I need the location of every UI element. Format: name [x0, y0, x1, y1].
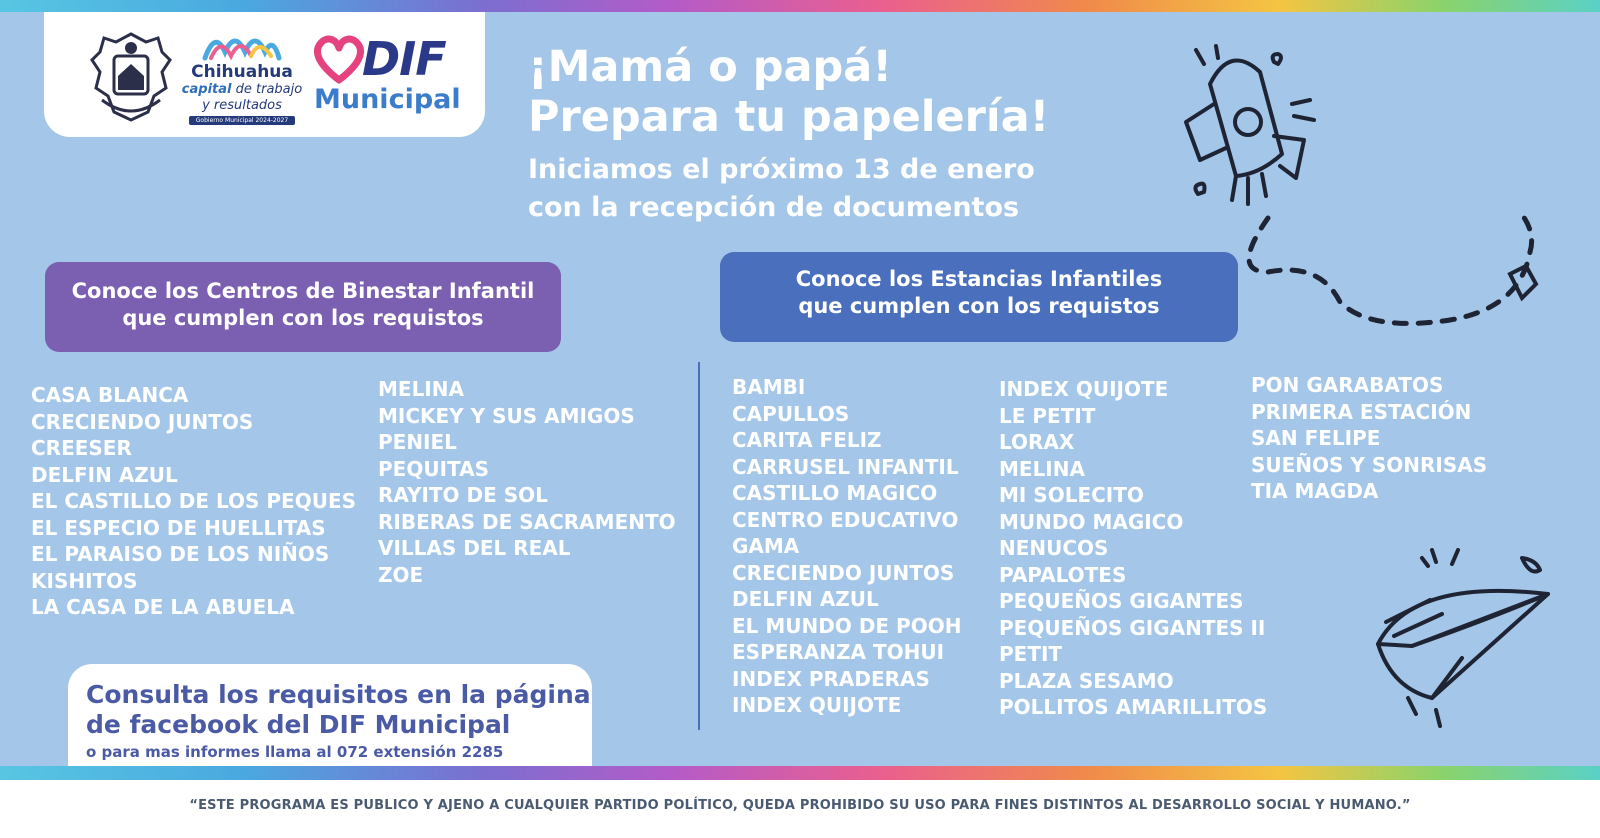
list-item: PEQUEÑOS GIGANTES	[999, 589, 1244, 613]
list-item: CASA BLANCA	[31, 383, 189, 407]
subheadline-line-1: Iniciamos el próximo 13 de enero	[528, 154, 1035, 185]
list-item: EL MUNDO DE POOH	[732, 613, 962, 638]
list-item: INDEX QUIJOTE	[732, 693, 902, 717]
list-item: NENUCOS	[999, 536, 1109, 560]
consult-line-1: Consulta los requisitos en la página	[86, 680, 591, 709]
headline-line-2: Prepara tu papelería!	[528, 92, 1050, 142]
list-item: CARRUSEL INFANTIL	[732, 454, 959, 479]
top-rainbow-bar	[0, 0, 1600, 12]
list-item: PRIMERA ESTACIÓN	[1251, 399, 1472, 424]
list-item: MICKEY Y SUS AMIGOS	[378, 403, 635, 428]
dif-heart-icon	[312, 34, 366, 84]
chihuahua-name: Chihuahua	[191, 62, 293, 82]
list-item: CARITA FELIZ	[732, 428, 882, 452]
list-item: LE PETIT	[999, 403, 1096, 428]
centros-pill-line-1: Conoce los Centros de Binestar Infantil	[71, 279, 535, 303]
list-item: PEQUITAS	[378, 456, 489, 481]
subheadline-line-2: con la recepción de documentos	[528, 192, 1020, 223]
list-item: RIBERAS DE SACRAMENTO	[378, 509, 676, 534]
list-item: KISHITOS	[31, 568, 138, 593]
consult-line-2: de facebook del DIF Municipal	[86, 710, 511, 739]
consult-box	[68, 664, 592, 780]
footer	[0, 780, 1600, 838]
city-seal-icon	[88, 26, 174, 126]
list-item: DELFIN AZUL	[31, 462, 178, 487]
list-item: INDEX PRADERAS	[732, 666, 930, 691]
bottom-rainbow-bar	[0, 766, 1600, 780]
list-item: ESPERANZA TOHUI	[732, 640, 945, 664]
rocket-icon	[1170, 44, 1320, 214]
footer-disclaimer: “ESTE PROGRAMA ES PUBLICO Y AJENO A CUALQUIER PARTIDO POLÍTICO, QUEDA PROHIBIDO SU USO PARA FINES DISTINTOS AL DESARROLLO SOCIAL Y HUMANO.”	[189, 798, 1411, 813]
list-item: MUNDO MAGICO	[999, 509, 1184, 534]
list-item: BAMBI	[732, 375, 806, 399]
list-item: GAMA	[732, 534, 800, 558]
list-item: MELINA	[378, 377, 464, 401]
list-item: EL CASTILLO DE LOS PEQUES	[31, 489, 357, 513]
list-item: CAPULLOS	[732, 401, 850, 426]
list-item: SAN FELIPE	[1251, 426, 1381, 450]
dif-logo-word: DIF	[362, 32, 446, 86]
centros-pill-line-2: que cumplen con los requistos	[122, 306, 484, 330]
logo-box	[44, 12, 485, 137]
paper-plane-icon	[1372, 548, 1562, 728]
list-item: EL ESPECIO DE HUELLITAS	[31, 515, 326, 540]
estancias-pill	[720, 252, 1238, 342]
list-item: TIA MAGDA	[1251, 479, 1379, 503]
list-item: POLLITOS AMARILLITOS	[999, 695, 1268, 719]
estancias-list-col-1	[732, 374, 961, 719]
chihuahua-wave-icon	[201, 28, 283, 62]
list-item: PAPALOTES	[999, 562, 1127, 587]
chihuahua-tag-accent: capital	[181, 82, 232, 97]
estancias-pill-line-2: que cumplen con los requistos	[798, 294, 1160, 318]
chihuahua-footer-strip: Gobierno Municipal 2024-2027	[189, 116, 295, 125]
list-item: PENIEL	[378, 430, 457, 454]
chihuahua-tagline-2: y resultados	[202, 98, 282, 113]
list-item: PON GARABATOS	[1251, 373, 1444, 397]
chihuahua-tagline-1	[179, 82, 305, 97]
list-item: ZOE	[378, 562, 424, 587]
list-item: SUEÑOS Y SONRISAS	[1251, 452, 1488, 477]
dashed-trail-icon	[1240, 212, 1570, 342]
chihuahua-logo-icon	[179, 28, 305, 128]
list-item: PLAZA SESAMO	[999, 668, 1174, 693]
list-item: CASTILLO MAGICO	[732, 481, 938, 505]
list-item: CRECIENDO JUNTOS	[31, 409, 254, 434]
centros-list-col-1	[31, 382, 356, 621]
consult-line-3: o para mas informes llama al 072 extensión 2285	[86, 743, 504, 761]
list-item: LORAX	[999, 430, 1075, 454]
list-item: PETIT	[999, 642, 1063, 666]
list-item: PEQUEÑOS GIGANTES II	[999, 615, 1266, 640]
list-item: INDEX QUIJOTE	[999, 377, 1169, 401]
centros-list-col-2	[378, 376, 676, 588]
list-item: MELINA	[999, 456, 1085, 481]
chihuahua-tag-rest: de trabajo	[231, 82, 303, 97]
headline-line-1: ¡Mamá o papá!	[528, 42, 892, 92]
list-item: RAYITO DE SOL	[378, 483, 548, 507]
list-item: MI SOLECITO	[999, 483, 1144, 507]
list-item: CENTRO EDUCATIVO	[732, 507, 959, 532]
dif-logo-municipal: Municipal	[314, 84, 461, 115]
column-divider	[698, 362, 700, 730]
list-item: VILLAS DEL REAL	[378, 536, 571, 560]
list-item: LA CASA DE LA ABUELA	[31, 595, 295, 619]
list-item: CREESER	[31, 436, 132, 460]
estancias-list-col-2	[999, 376, 1267, 721]
list-item: DELFIN AZUL	[732, 587, 879, 611]
estancias-list-col-3	[1251, 372, 1487, 505]
list-item: EL PARAISO DE LOS NIÑOS	[31, 542, 330, 566]
centros-pill	[45, 262, 561, 352]
estancias-pill-line-1: Conoce los Estancias Infantiles	[795, 267, 1163, 291]
list-item: CRECIENDO JUNTOS	[732, 560, 955, 585]
